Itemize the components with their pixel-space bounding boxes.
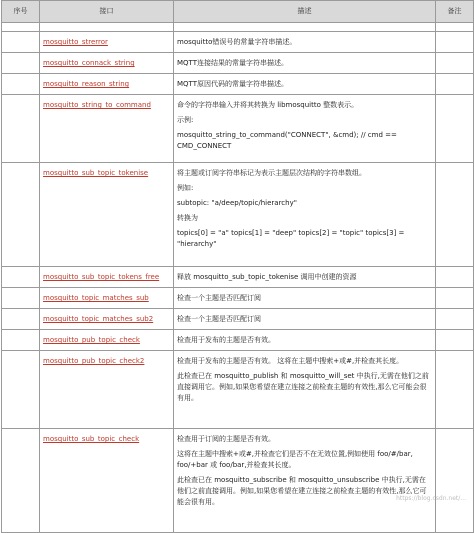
description-line: 检查一个主题是否匹配订阅: [177, 315, 261, 323]
table-row: [2, 74, 474, 95]
row-index-cell: [2, 95, 40, 163]
table-row: [2, 429, 474, 533]
description-line: 转换为: [177, 214, 198, 222]
row-index-cell: [2, 53, 40, 74]
row-index-cell: [2, 74, 40, 95]
description-line: MQTT原因代码的常量字符串描述。: [177, 80, 288, 88]
description-cell: [174, 32, 436, 53]
description-cell: [174, 267, 436, 288]
description-line: 检查一个主题是否匹配订阅: [177, 294, 261, 302]
interface-name-link[interactable]: mosquitto_connack_string: [40, 53, 174, 74]
description-cell: [174, 288, 436, 309]
description-line: MQTT连接结果的常量字符串描述。: [177, 59, 288, 67]
description-line: mosquitto错误号的常量字符串描述。: [177, 38, 297, 46]
header-remark: 备注: [436, 1, 474, 23]
table-row: [2, 53, 474, 74]
row-index-cell: [2, 32, 40, 53]
watermark: https://blog.csdn.net/...: [396, 495, 466, 502]
remark-cell: [436, 74, 474, 95]
remark-cell: [436, 32, 474, 53]
table-row: [2, 95, 474, 163]
description-line: 检查用于发布的主题是否有效。: [177, 336, 275, 344]
table-row: [2, 163, 474, 267]
interface-name-link[interactable]: mosquitto_sub_topic_tokenise: [40, 163, 174, 267]
remark-cell: [436, 309, 474, 330]
row-index-cell: [2, 288, 40, 309]
description-cell: [174, 163, 436, 267]
description-line: 命令的字符串输入并将其转换为 libmosquitto 整数表示。: [177, 101, 359, 109]
api-table: [1, 0, 474, 533]
interface-name-link[interactable]: mosquitto_string_to_command: [40, 95, 174, 163]
description-line: 此检查已在 mosquitto_publish 和 mosquitto_will_set 中执行,无需在他们之前直接调用它。例如,如果您希望在建立连接之前检查主题的有效性,那么它可能会很有用。: [177, 372, 429, 402]
interface-name-link[interactable]: mosquitto_sub_topic_check: [40, 429, 174, 533]
header-row: [2, 1, 474, 23]
description-line: 检查用于发布的主题是否有效。 这将在主题中搜索+或#,并检查其长度。: [177, 357, 404, 365]
table-row: [2, 32, 474, 53]
interface-name-link[interactable]: mosquitto_topic_matches_sub: [40, 288, 174, 309]
remark-cell: [436, 429, 474, 533]
table-row: [2, 309, 474, 330]
description-line: subtopic: "a/deep/topic/hierarchy": [177, 199, 297, 207]
remark-cell: [436, 95, 474, 163]
spacer-row: [2, 23, 474, 32]
interface-name-link[interactable]: mosquitto_reason_string: [40, 74, 174, 95]
interface-name-link[interactable]: mosquitto_sub_topic_tokens_free: [40, 267, 174, 288]
row-index-cell: [2, 429, 40, 533]
row-index-cell: [2, 163, 40, 267]
description-cell: [174, 74, 436, 95]
row-index-cell: [2, 309, 40, 330]
description-line: 检查用于订阅的主题是否有效。: [177, 435, 275, 443]
description-line: 释放 mosquitto_sub_topic_tokenise 调用中创建的资源: [177, 273, 357, 281]
description-cell: [174, 95, 436, 163]
description-line: 这将在主题中搜索+或#,并检查它们是否不在无效位置,例如使用 foo/#/bar, foo/+bar 或 foo/bar,并检查其长度。: [177, 450, 413, 469]
remark-cell: [436, 288, 474, 309]
interface-name-link[interactable]: mosquitto_pub_topic_check: [40, 330, 174, 351]
description-line: 此检查已在 mosquitto_subscribe 和 mosquitto_unsubscribe 中执行,无需在他们之前直接调用。例如,如果您希望在建立连接之前检查主题的有效性,那么它可能会很有用。: [177, 476, 427, 506]
header-description: 描述: [174, 1, 436, 23]
description-line: mosquitto_string_to_command("CONNECT", &cmd); // cmd == CMD_CONNECT: [177, 131, 397, 150]
table-row: [2, 288, 474, 309]
description-cell: [174, 53, 436, 74]
row-index-cell: [2, 267, 40, 288]
table-row: [2, 267, 474, 288]
remark-cell: [436, 267, 474, 288]
table-row: [2, 351, 474, 429]
table-row: [2, 330, 474, 351]
row-index-cell: [2, 351, 40, 429]
remark-cell: [436, 53, 474, 74]
interface-name-link[interactable]: mosquitto_strerror: [40, 32, 174, 53]
description-cell: [174, 351, 436, 429]
remark-cell: [436, 330, 474, 351]
remark-cell: [436, 351, 474, 429]
row-index-cell: [2, 330, 40, 351]
description-line: 将主题或订阅字符串标记为表示主题层次结构的字符串数组。: [177, 169, 366, 177]
remark-cell: [436, 163, 474, 267]
header-index: 序号: [2, 1, 40, 23]
description-line: topics[0] = "a" topics[1] = "deep" topics[2] = "topic" topics[3] = "hierarchy": [177, 229, 405, 248]
description-line: 例如:: [177, 184, 194, 192]
description-cell: [174, 330, 436, 351]
description-line: 示例:: [177, 116, 194, 124]
header-interface: 接口: [40, 1, 174, 23]
description-cell: [174, 309, 436, 330]
interface-name-link[interactable]: mosquitto_pub_topic_check2: [40, 351, 174, 429]
description-cell: [174, 429, 436, 533]
interface-name-link[interactable]: mosquitto_topic_matches_sub2: [40, 309, 174, 330]
